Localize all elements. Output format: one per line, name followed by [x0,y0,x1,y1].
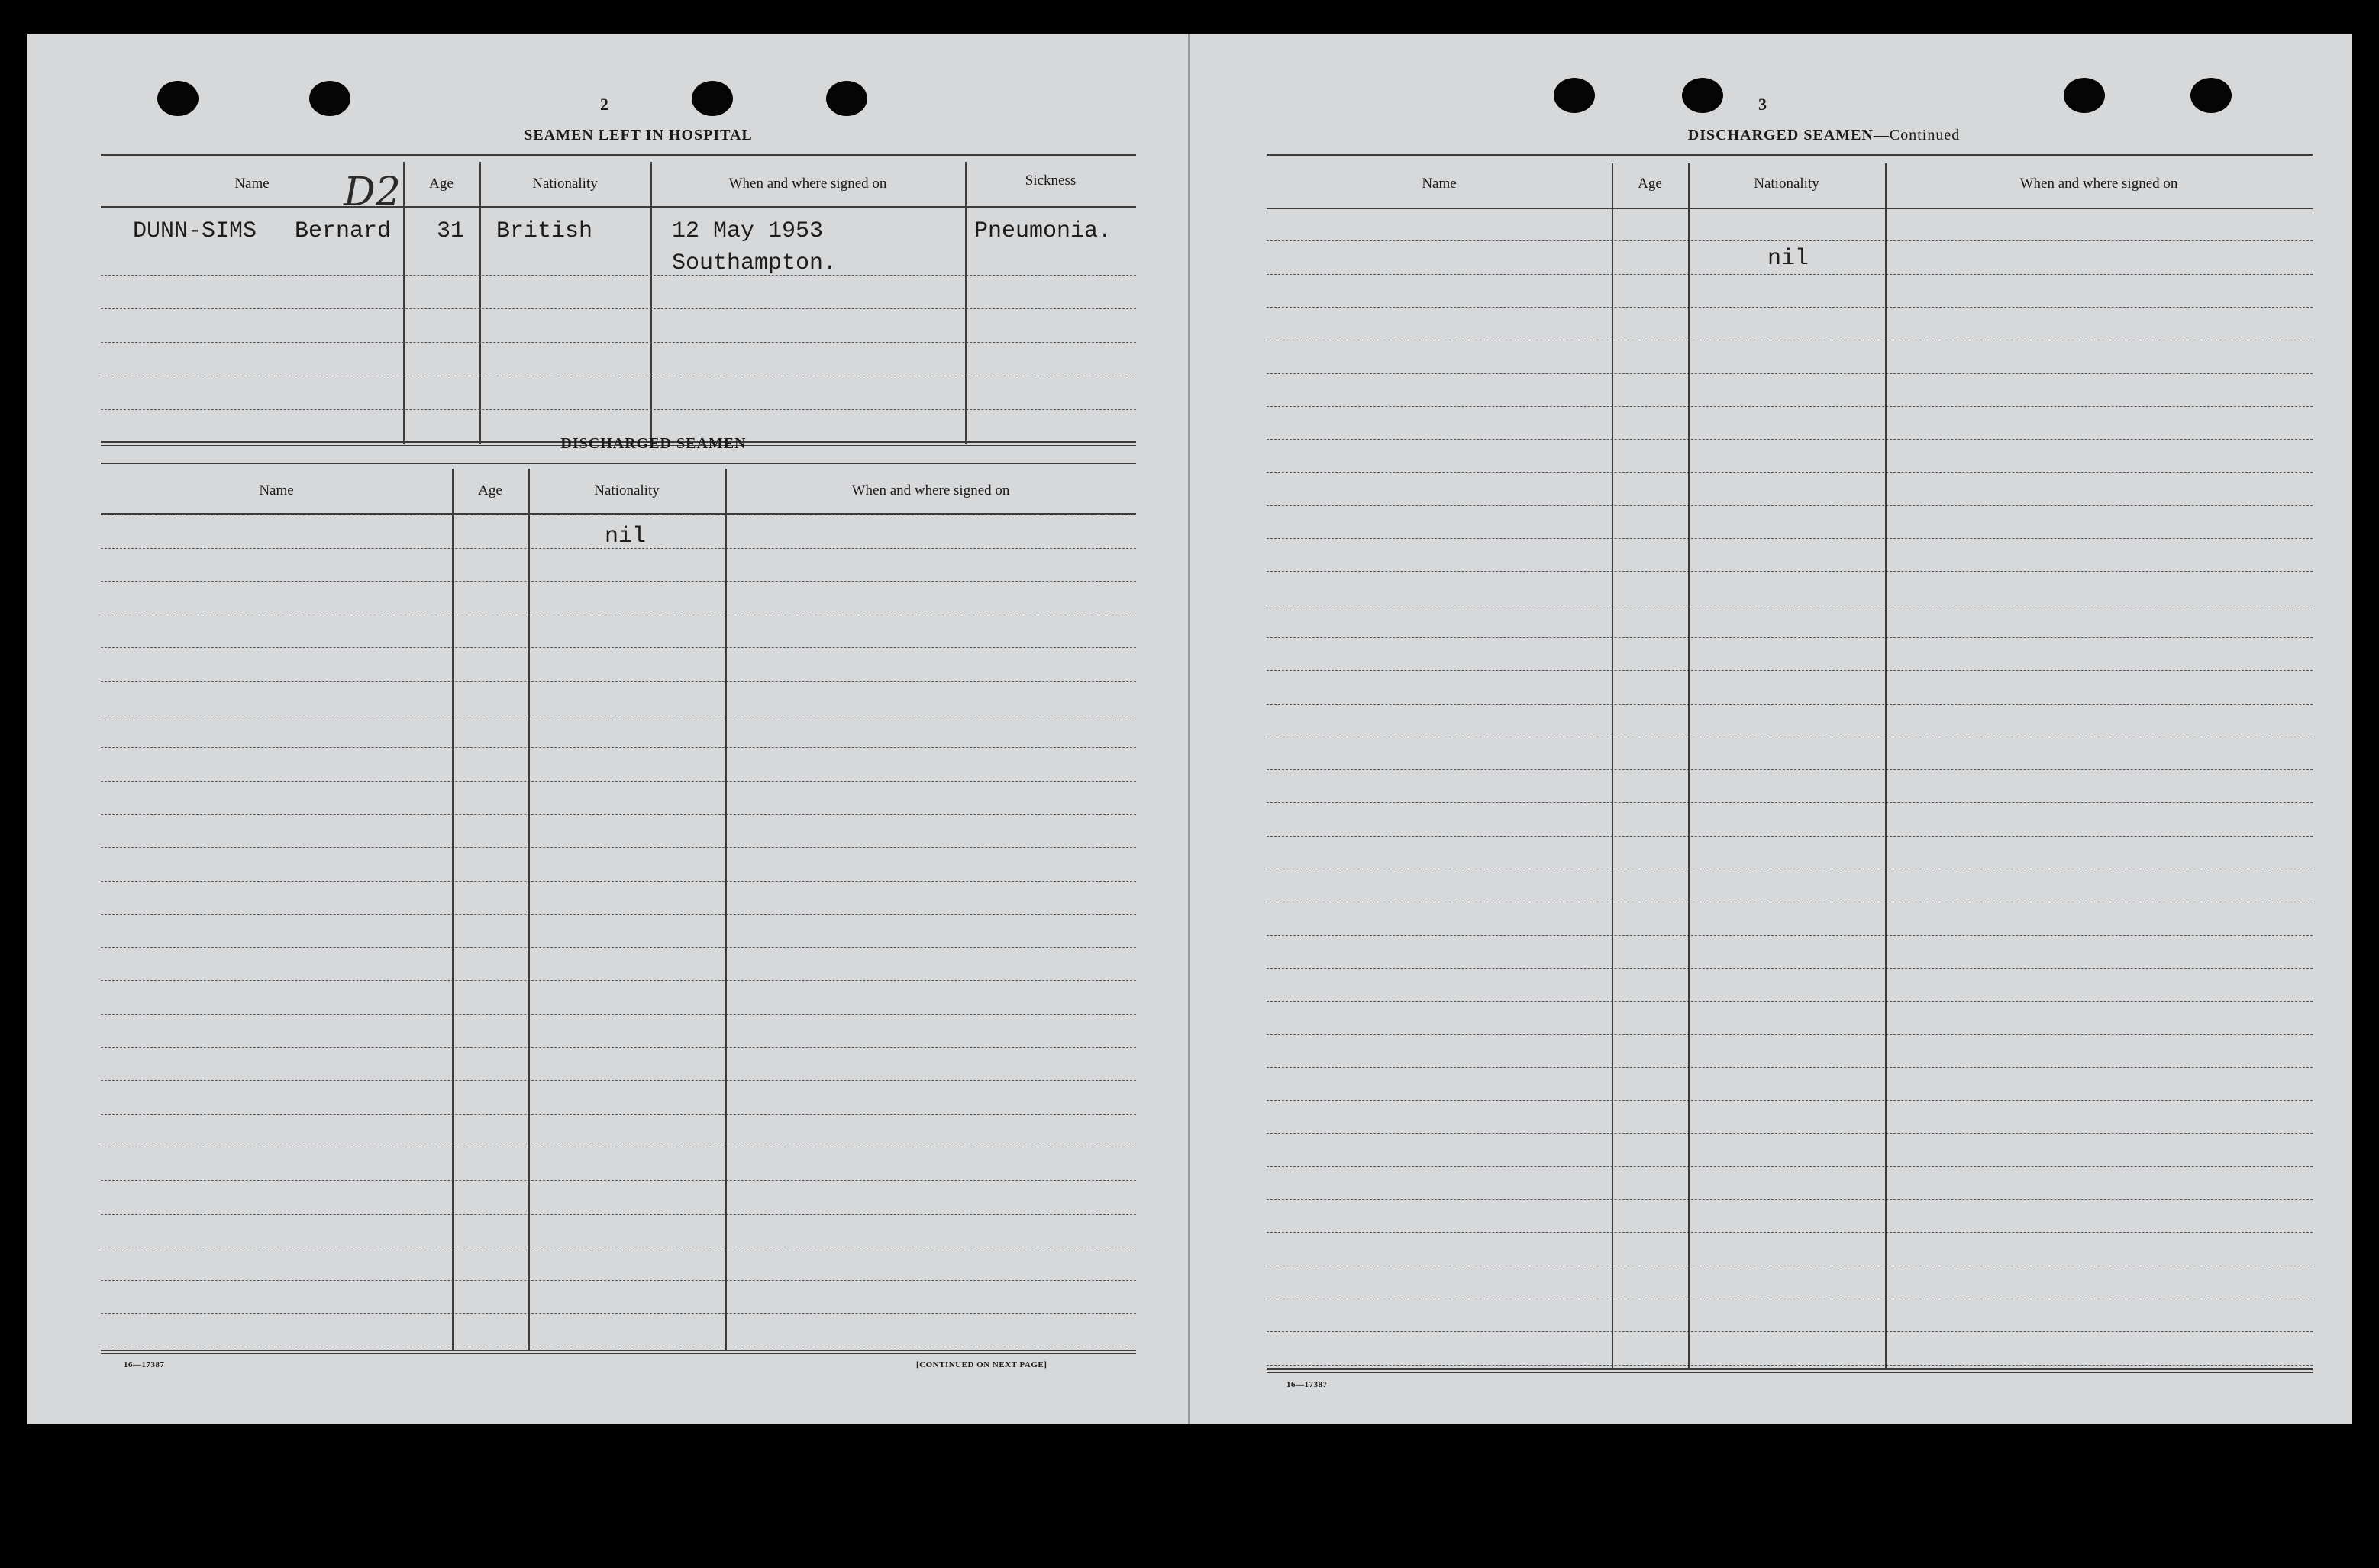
column-divider [965,162,967,444]
signed-on-place: Southampton. [672,250,838,276]
row-line [101,881,1136,882]
row-line [101,914,1136,915]
row-line [1267,538,2313,539]
row-line [1267,1133,2313,1134]
row-line [1267,406,2313,407]
seaman-nationality: British [496,218,593,244]
column-divider [1885,163,1887,1370]
punch-hole [692,81,733,116]
column-header-age: Age [429,176,454,192]
column-divider [479,162,481,444]
table-top-rule [101,154,1136,156]
row-line [101,1214,1136,1215]
punch-hole [826,81,867,116]
page-number: 3 [1758,95,1767,114]
row-line [1267,968,2313,969]
row-line [1267,274,2313,275]
row-line [1267,1365,2313,1366]
page-number: 2 [600,95,608,114]
row-line [101,681,1136,682]
row-line [101,1313,1136,1314]
row-line [1267,1199,2313,1200]
punch-hole [2064,78,2105,113]
row-line [101,814,1136,815]
row-line [1267,670,2313,671]
row-line [1267,769,2313,770]
handwritten-mark: D2 [344,169,401,215]
column-header-name: Name [259,482,294,498]
seaman-surname: DUNN-SIMS [133,218,257,244]
discharged-continued-title [1480,127,2168,144]
column-divider [725,469,727,1351]
table-bottom-rule [101,1350,1136,1354]
punch-hole [1554,78,1595,113]
column-header-nationality: Nationality [594,482,660,498]
column-header-age: Age [1638,176,1662,192]
column-header-signed-on: When and where signed on [2019,176,2178,192]
column-header-nationality: Nationality [1754,176,1819,192]
row-line [101,581,1136,582]
column-header-name: Name [1422,176,1457,192]
row-line [1267,240,2313,241]
row-line [101,947,1136,948]
row-line [101,747,1136,748]
row-line [1267,1166,2313,1167]
header-bottom-rule [101,513,1136,515]
column-divider [528,469,530,1351]
row-line [1267,1067,2313,1068]
column-header-name: Name [234,176,270,192]
left-page [27,34,1188,1424]
seaman-age: 31 [437,218,465,244]
row-line [1267,637,2313,638]
row-line [1267,373,2313,374]
column-divider [650,162,652,444]
row-line [101,1080,1136,1081]
continued-note: [CONTINUED ON NEXT PAGE] [916,1360,1047,1370]
form-number: 16—17387 [1286,1380,1328,1389]
row-line [1267,472,2313,473]
punch-hole [309,81,350,116]
column-header-signed-on: When and where signed on [728,176,887,192]
row-line [1267,1034,2313,1035]
discharged-section-title: DISCHARGED SEAMEN [560,435,747,452]
seaman-given-name: Bernard [295,218,392,244]
row-line [101,1280,1136,1281]
header-bottom-rule [1267,208,2313,209]
row-line [1267,1331,2313,1332]
title-suffix: —Continued [1873,127,1961,144]
row-line [101,342,1136,343]
signed-on-date: 12 May 1953 [672,218,824,244]
row-line [101,409,1136,410]
row-line [1267,307,2313,308]
row-line [1267,802,2313,803]
row-line [101,980,1136,981]
row-line [101,1180,1136,1181]
column-header-age: Age [478,482,502,498]
header-bottom-rule [101,206,1136,208]
row-line [101,847,1136,848]
row-line [1267,1100,2313,1101]
column-divider [1612,163,1613,1370]
row-line [1267,1001,2313,1002]
form-number: 16—17387 [124,1360,165,1370]
punch-hole [1682,78,1723,113]
row-line [101,781,1136,782]
row-line [101,275,1136,276]
column-header-sickness: Sickness [1025,173,1077,189]
row-line [1267,836,2313,837]
table-top-rule [101,463,1136,464]
row-line [1267,935,2313,936]
punch-hole [2190,78,2232,113]
hospital-section-title: SEAMEN LEFT IN HOSPITAL [524,127,753,144]
sickness-value: Pneumonia. [974,218,1112,244]
right-page [1188,34,2352,1424]
nil-entry: nil [605,524,647,550]
row-line [101,1047,1136,1048]
column-header-nationality: Nationality [532,176,598,192]
column-divider [1688,163,1690,1370]
row-line [1267,439,2313,440]
table-top-rule [1267,154,2313,156]
column-header-signed-on: When and where signed on [851,482,1010,498]
column-divider [452,469,454,1351]
row-line [1267,571,2313,572]
row-line [1267,704,2313,705]
row-line [1267,505,2313,506]
row-line [101,1114,1136,1115]
row-line [101,1014,1136,1015]
row-line [101,647,1136,648]
column-divider [403,162,405,444]
row-line [1267,1232,2313,1233]
punch-hole [157,81,199,116]
table-bottom-rule [1267,1368,2313,1373]
nil-entry: nil [1767,246,1809,272]
title-main: DISCHARGED SEAMEN [1687,127,1874,144]
row-line [101,308,1136,309]
